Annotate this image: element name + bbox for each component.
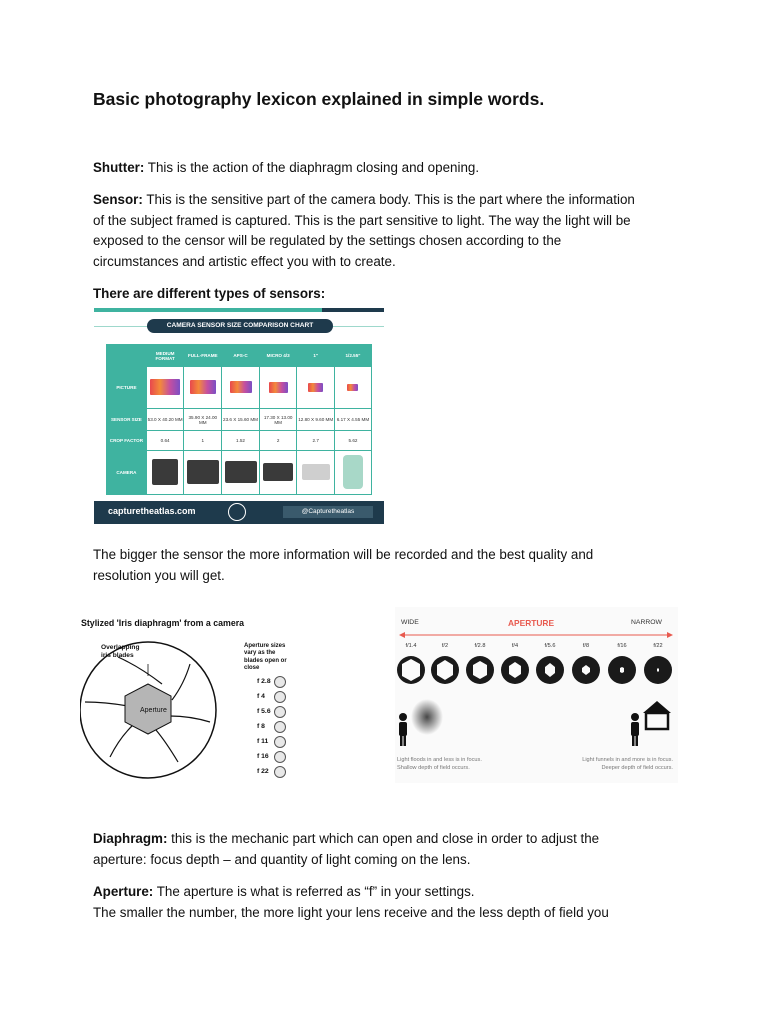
aperture-step-icon (274, 706, 286, 718)
crop-factor-cell: 5.62 (334, 431, 371, 451)
sensor-types-heading: There are different types of sensors: (93, 286, 326, 301)
sensor-swatch (347, 384, 358, 391)
diaphragm-paragraph (93, 829, 683, 870)
row-label: SENSOR SIZE (107, 409, 147, 431)
camera-icon (152, 459, 178, 485)
shutter-text: This is the action of the diaphragm closing and opening. (144, 160, 480, 175)
sizes-label-line: Aperture sizes (244, 643, 286, 649)
chart-footer-handle: @Capturetheatlas (283, 506, 373, 518)
shallow-note-line: Shallow depth of field occurs. (397, 765, 470, 771)
sensor-size-cell: 6.17 X 4.55 MM (334, 409, 371, 431)
shutter-paragraph (93, 158, 683, 179)
shallow-note-line: Light floods in and less is in focus. (397, 757, 482, 763)
chart-top-bar (94, 308, 384, 312)
column-header: FULL-FRAME (184, 345, 222, 367)
crop-factor-cell: 0.64 (146, 431, 184, 451)
f-stop-label: f 16 (257, 753, 269, 760)
deep-note (555, 756, 673, 772)
crop-factor-cell: 2.7 (297, 431, 334, 451)
aperture-step-icon (274, 676, 286, 688)
f-number: f/2.8 (474, 643, 486, 649)
sensor-size-chart (94, 308, 384, 524)
iris-title: Stylized 'Iris diaphragm' from a camera (81, 618, 245, 628)
aperture-step-icon (274, 766, 286, 778)
wide-label: WIDE (401, 619, 419, 626)
sensor-term: Sensor: (93, 192, 143, 207)
aperture-step-icon (274, 721, 286, 733)
aperture-label: Aperture (140, 707, 167, 714)
sizes-label-line: close (244, 665, 260, 672)
sizes-label (244, 643, 287, 673)
sensor-line: circumstances and artistic effect you with to create. (93, 253, 396, 269)
column-header: 1/2.55" (334, 345, 371, 367)
sensor-swatch (150, 379, 180, 395)
f-stop-label: f 22 (257, 768, 269, 775)
aperture-arrow (395, 625, 678, 655)
column-header: MICRO 4/3 (259, 345, 297, 367)
diaphragm-line: aperture: focus depth – and quantity of light coming on the lens. (93, 851, 471, 867)
camera-icon (187, 460, 219, 484)
column-header: MEDIUM FORMAT (146, 345, 184, 367)
crop-factor-cell: 1 (184, 431, 222, 451)
sensor-line: of the subject framed is captured. This is the part sensitive to light. The way the light will be (93, 212, 631, 228)
sensor-size-cell: 12.80 X 9.60 MM (297, 409, 334, 431)
camera-icon (263, 463, 293, 481)
diaphragm-line: this is the mechanic part which can open and close in order to adjust the (167, 831, 600, 846)
aperture-line: The smaller the number, the more light your lens receive and the less depth of field you (93, 904, 609, 920)
aperture-term: Aperture: (93, 884, 154, 899)
aperture-line: The aperture is what is referred as “f” in your settings. (153, 884, 475, 899)
bigger-sensor-paragraph (93, 545, 683, 586)
f-number: f/1.4 (405, 643, 417, 649)
aperture-step-icon (274, 751, 286, 763)
row-label: CAMERA (107, 451, 147, 495)
sensor-swatch (308, 383, 323, 392)
sensor-swatch (269, 382, 288, 393)
aperture-figure (395, 607, 678, 783)
aperture-step-icon (274, 691, 286, 703)
sensor-table (106, 344, 372, 495)
drone-icon (302, 464, 330, 480)
shallow-note (397, 756, 482, 772)
f-stop-label: f 5.6 (257, 708, 271, 715)
atlas-logo-icon (228, 503, 246, 521)
aperture-paragraph (93, 882, 683, 923)
aperture-discs (395, 653, 678, 693)
sensor-size-cell: 53.0 X 40.20 MM (146, 409, 184, 431)
column-header: APS-C (222, 345, 260, 367)
bigger-sensor-line: The bigger the sensor the more information will be recorded and the best quality and (93, 547, 594, 562)
sensor-size-cell: 35.90 X 24.00 MM (184, 409, 222, 431)
bigger-sensor-line: resolution you will get. (93, 567, 225, 583)
overlap-label-line: iris blades (101, 652, 134, 659)
chart-footer (94, 501, 384, 524)
iris-diaphragm-figure (80, 612, 310, 787)
crop-factor-cell: 1.52 (222, 431, 260, 451)
sensor-size-cell: 17.30 X 13.00 MM (259, 409, 297, 431)
overlap-label (101, 644, 139, 660)
page-title: Basic photography lexicon explained in simple words. (93, 89, 545, 109)
row-label: PICTURE (107, 367, 147, 409)
deep-note-line: Light funnels in and more is in focus. (582, 757, 673, 763)
f-stop-label: f 8 (257, 723, 265, 730)
deep-note-line: Deeper depth of field occurs. (601, 765, 673, 771)
phone-icon (343, 455, 363, 489)
f-stop-label: f 11 (257, 738, 269, 745)
narrow-label: NARROW (631, 619, 662, 626)
row-label: CROP FACTOR (107, 431, 147, 451)
depth-illustration (395, 695, 678, 755)
f-number: f/2 (441, 643, 449, 649)
sensor-line: This is the sensitive part of the camera body. This is the part where the information (142, 192, 635, 207)
column-header: 1" (297, 345, 334, 367)
sensor-size-cell: 23.6 X 15.60 MM (222, 409, 260, 431)
camera-icon (225, 461, 257, 483)
f-number: f/5.6 (544, 643, 556, 649)
aperture-title: APERTURE (508, 618, 555, 628)
sensor-swatch (230, 381, 252, 393)
sizes-label-line: vary as the (244, 650, 276, 657)
overlap-label-line: Overlapping (101, 644, 140, 651)
f-number: f/16 (617, 643, 627, 649)
sensor-paragraph (93, 190, 683, 272)
shutter-term: Shutter: (93, 160, 145, 175)
sensor-line: exposed to the censor will be regulated by the settings chosen according to the (93, 233, 562, 249)
chart-title: CAMERA SENSOR SIZE COMPARISON CHART (147, 319, 333, 333)
f-number: f/22 (653, 643, 663, 649)
sensor-swatch (190, 380, 216, 394)
f-number: f/8 (582, 643, 590, 649)
aperture-step-icon (274, 736, 286, 748)
f-stop-label: f 2.8 (257, 678, 271, 685)
diaphragm-term: Diaphragm: (93, 831, 168, 846)
sizes-label-line: blades open or (244, 657, 287, 664)
f-number: f/4 (511, 643, 519, 649)
f-stop-label: f 4 (257, 693, 265, 700)
crop-factor-cell: 2 (259, 431, 297, 451)
chart-footer-url: capturetheatlas.com (108, 506, 196, 516)
